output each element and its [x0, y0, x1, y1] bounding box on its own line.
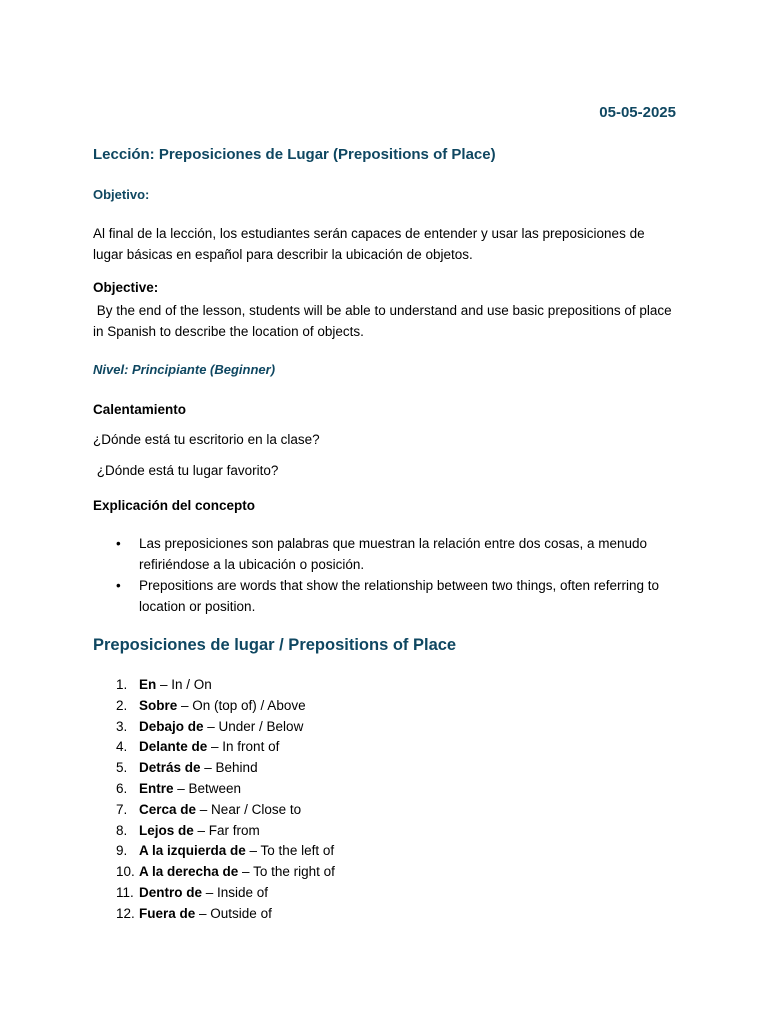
list-number: 10. — [116, 864, 135, 880]
list-item — [93, 534, 676, 575]
list-item — [93, 576, 676, 617]
warmup-heading: Calentamiento — [93, 402, 187, 417]
concept-bullet-list — [93, 534, 676, 618]
list-item — [93, 883, 335, 904]
preposition-term: A la derecha de — [139, 864, 239, 880]
preposition-term: Detrás de — [139, 760, 201, 776]
list-number: 9. — [116, 843, 128, 859]
lesson-date: 05-05-2025 — [599, 104, 676, 121]
objective-en-text: By the end of the lesson, students will be able to understand and use basic prepositions of place in Spanish to describe the location of objects. — [93, 303, 676, 339]
list-number: 12. — [116, 905, 135, 921]
preposition-term: Debajo de — [139, 718, 204, 734]
list-number: 6. — [116, 780, 128, 796]
preposition-meaning: – Behind — [200, 760, 258, 776]
list-item — [93, 717, 335, 738]
preposition-term: En — [139, 677, 157, 692]
preposition-term: Fuera de — [139, 905, 196, 921]
preposition-term: A la izquierda de — [139, 843, 246, 859]
preposition-term: Lejos de — [139, 822, 194, 838]
preposition-meaning: – Near / Close to — [196, 801, 302, 817]
list-number: 3. — [116, 718, 128, 734]
preposition-term: Sobre — [139, 697, 178, 713]
list-item — [93, 737, 335, 758]
preposition-meaning: – Far from — [193, 822, 260, 838]
preposition-meaning: – On (top of) / Above — [177, 697, 306, 713]
list-item — [93, 675, 335, 696]
list-item — [93, 821, 335, 842]
bullet-text: Prepositions are words that show the relationship between two things, often referring to location or position. — [139, 578, 660, 614]
level-label: Nivel: Principiante (Beginner) — [93, 362, 276, 377]
bullet-icon: • — [116, 536, 121, 551]
list-number: 7. — [116, 801, 128, 817]
list-item — [93, 841, 335, 862]
preposition-meaning: – To the left of — [245, 843, 335, 859]
prepositions-section-title: Preposiciones de lugar / Prepositions of Place — [93, 636, 457, 654]
list-number: 5. — [116, 760, 128, 776]
warmup-question-1: ¿Dónde está tu escritorio en la clase? — [93, 432, 320, 447]
preposition-term: Delante de — [139, 739, 208, 755]
preposition-meaning: – Inside of — [202, 884, 269, 900]
list-number: 8. — [116, 822, 128, 838]
preposition-meaning: – Between — [173, 780, 242, 796]
preposition-term: Entre — [139, 780, 174, 796]
concept-heading: Explicación del concepto — [93, 498, 256, 513]
preposition-meaning: – To the right of — [238, 864, 335, 880]
prepositions-list — [93, 675, 335, 925]
list-item — [93, 696, 335, 717]
list-number: 4. — [116, 739, 128, 755]
preposition-meaning: – In front of — [207, 739, 280, 755]
list-item — [93, 758, 335, 779]
objective-es-text: Al final de la lección, los estudiantes serán capaces de entender y usar las preposiciones de lugar básicas en español para describir la ubicación de objetos. — [93, 226, 645, 262]
preposition-term: Dentro de — [139, 884, 203, 900]
bullet-text: Las preposiciones son palabras que muestran la relación entre dos cosas, a menudo refiriéndose a la ubicación o posición. — [139, 536, 648, 572]
list-number: 1. — [116, 677, 128, 692]
lesson-title: Lección: Preposiciones de Lugar (Prepositions of Place) — [93, 146, 496, 163]
preposition-meaning: – Outside of — [195, 905, 272, 921]
list-item — [93, 862, 335, 883]
objective-es-heading: Objetivo: — [93, 187, 150, 202]
preposition-term: Cerca de — [139, 801, 197, 817]
warmup-question-2: ¿Dónde está tu lugar favorito? — [93, 463, 279, 478]
preposition-meaning: – Under / Below — [203, 718, 304, 734]
list-item — [93, 779, 335, 800]
preposition-meaning: – In / On — [156, 677, 212, 692]
list-number: 11. — [116, 884, 134, 900]
objective-en-heading: Objective: — [93, 280, 159, 295]
list-item — [93, 800, 335, 821]
list-number: 2. — [116, 697, 128, 713]
bullet-icon: • — [116, 578, 121, 593]
list-item — [93, 904, 335, 925]
